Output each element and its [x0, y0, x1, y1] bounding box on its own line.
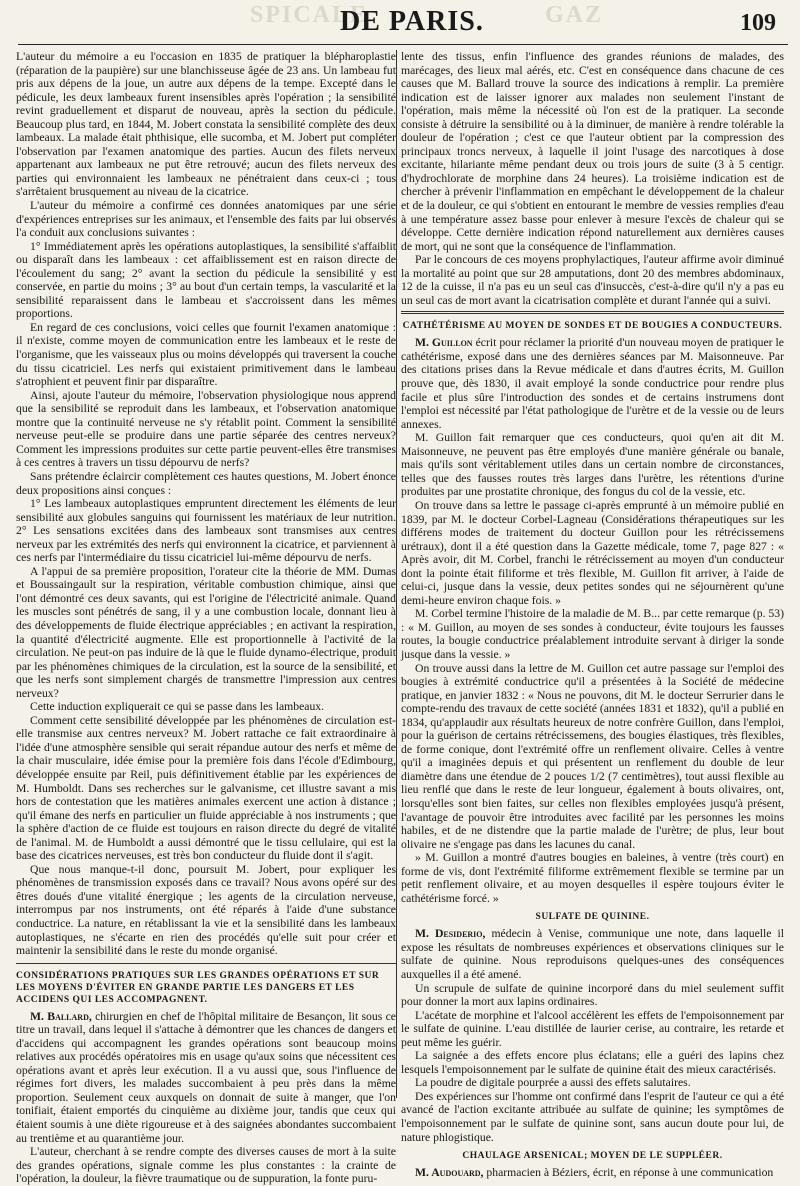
paragraph: Par le concours de ces moyens prophylactiques, l'auteur affirme avoir diminué la mortalité au point que sur 28 amputations, dont 20 des membres abdominaux, 12 de la cuisse, il n'a pas eu un seul cas d'insuccès, c'est-à-dire qu'il n'y a pas eu un seul cas de mort avant la cicatrisation complète et durant l'année qui a suivi. — [401, 253, 784, 307]
paragraph — [401, 927, 784, 981]
paragraph: 1° Immédiatement après les opérations autoplastiques, la sensibilité s'affaiblit ou disparaît dans les lambeaux : cet affaiblissement est en raison directe de l'écoulement du sang; 2° avant la section du pédicule la sensibilité y est conservée, en partie du moins ; 3° au bout d'un certain temps, la vascularité et la sensibilité reparaissent dans le lambeau et s'accroissent dans les mêmes proportions. — [16, 239, 396, 321]
paragraph — [401, 336, 784, 431]
paragraph: Cette induction expliquerait ce qui se passe dans les lambeaux. — [30, 700, 325, 714]
paragraph: On trouve dans sa lettre le passage ci-après emprunté à un mémoire publié en 1839, par M. le docteur Corbel-Lagneau (Considérations thérapeutiques sur les différens modes de traitement du docteur Guillon pour les rétrécissemens urétraux), dont il a été question dans la Gazette médicale, tome 7, page 827 : « Après avoir, dit M. Corbel, franchi le rétrécissement au moyen d'un conducteur dont la pointe était filiforme et très flexible, M. Guillon fit arriver, à l'aide de celui-ci, jusque dans la vessie, deux petites sondes qui ne séjournèrent qu'une demi-heure environ chaque fois. » — [401, 498, 784, 607]
left-column — [16, 50, 396, 1186]
section-rule — [401, 311, 784, 314]
paragraph: Un scrupule de sulfate de quinine incorporé dans du miel seulement suffit pour donner la mort aux lapins ordinaires. — [401, 981, 784, 1009]
paragraph: Que nous manque-t-il donc, poursuit M. Jobert, pour expliquer les phénomènes de transmission exposés dans ce travail? Nous avons opéré sur des êtres doués d'une vitalité énergique ; les agents de la circulation nerveuse, interrompus par nos instruments, ont été réparés à l'aide d'une substance conductrice. La nature, en rétablissant la vie et la sensibilité dans les lambeaux autoplastiques, ne s'écarte en rien des procédés qu'elle suit pour créer et maintenir la sensibilité dans le reste du monde organisé. — [16, 862, 396, 958]
author-name: M. Desiderio, — [415, 927, 486, 941]
paragraph: On trouve aussi dans la lettre de M. Guillon cet autre passage sur l'emploi des bougies à extrémité conductrice qu'il a présentées à la Société de médecine pratique, en janvier 1832 : « Nous ne pouvons, dit M. le docteur Serrurier dans le compte-rendu des travaux de cette société (années 1831 et 1832), qu'il a publié en 1834, qu'applaudir aux résultats heureux de notre confrère Guillon, dans l'emploi, pour la guérison de certains rétrécissemens, des bougies élastiques, très flexibles, de forme conique, dont l'extrémité offre un renflement olivaire. Celles à ventre qu'il a imaginées depuis et qui présentent un renflement du double de leur diamètre dans une étendue de 2 pouces 1/2 (7 centimètres), tout aussi flexible au lieu renflé que dans le reste de leur longueur, également à bouts olivaires, ont, lorsqu'elles sont bien faites, sur celles non flexibles employées jusqu'à présent, l'avantage de pouvoir être introduites avec facilité par les personnes les moins habiles, et de ne distendre que la partie malade de l'urètre; de plus, leur bout olivaire ne s'engage pas dans les lacunes du canal. — [401, 661, 784, 851]
bleed-through-text-right: GAZ — [545, 2, 604, 28]
author-name: M. Ballard, — [30, 1009, 92, 1023]
paragraph-text: écrit pour réclamer la priorité d'un nouveau moyen de pratiquer le cathétérisme, exposé dans une des dernières séances par M. Maisonneuve. Par des citations prises dans la Revue médicale et dans d'autres écrits, M. Guillon prouve que, dès 1830, il avait employé la sonde conductrice pour rendre plus facile et plus sûre l'introduction des sondes et de certains instrumens dont l'emploi est nécessité par l'état pathologique de l'urètre et de la vessie ou de leurs annexes. — [401, 336, 784, 431]
page-number: 109 — [740, 10, 776, 36]
paragraph: L'acétate de morphine et l'alcool accélèrent les effets de l'empoisonnement par le sulfate de quinine. L'eau distillée de laurier cerise, au contraire, les retarde et peut même les guérir. — [401, 1008, 784, 1049]
paragraph: A l'appui de sa première proposition, l'orateur cite la théorie de MM. Dumas et Boussaingault sur la respiration, véritable combustion chimique, ainsi que l'ont démontré ces deux savants, qui est l'origine de l'électricité animale. Quand les muscles sont pénétrés de sang, il y a une combustion locale, donnant lieu à des développements de fluide électrique appréciables ; en activant la respiration, la quantité d'électricité augmente. Elle est proportionnelle à l'activité de la circulation. Ne peut-on pas induire de là que le fluide dynamo-électrique, produit par les phénomènes chimiques de la circulation, est la source de la sensibilité, et que les nerfs sont simplement chargés de transmettre l'impression aux centres nerveux? — [16, 564, 396, 700]
column-divider — [396, 50, 397, 1098]
author-name: M. Audouard, — [415, 1166, 484, 1180]
paragraph: L'auteur du mémoire a eu l'occasion en 1835 de pratiquer la blépharoplastie (réparation de la paupière) sur une blanchisseuse âgée de 23 ans. Un lambeau fut pris aux dépens de la joue, un autre aux dépens de la tempe. Excepté dans le pédicule, les deux lambeaux furent insensibles après l'opération ; la sensibilité revint graduellement et disparut de nouveau, après la section du pédicule. Beaucoup plus tard, en 1844, M. Jobert constata la sensibilité complète des deux lambeaux. La malade était phthisique, elle sucomba, et M. Jobert put compléter l'observation par l'examen anatomique des parties. Aucun des filets nerveux appartenant aux lambeaux ne put être retrouvé; aucun des filets nerveux des parties qui environnaient les lambeaux ne pénétraient dans ceux-ci ; tous s'arrêtaient brusquement au niveau de la cicatrice. — [16, 50, 396, 199]
section-heading: CONSIDÉRATIONS PRATIQUES SUR LES GRANDES OPÉRATIONS ET SUR LES MOYENS D'ÉVITER EN GRANDE PARTIE LES DANGERS ET LES ACCIDENS QUI LES ACCOMPAGNENT. — [16, 970, 380, 1005]
paragraph: M. Guillon fait remarquer que ces conducteurs, quoi qu'en ait dit M. Maisonneuve, ne peuvent pas être employés d'une manière générale ou banale, mais qu'ils sont véritablement utiles dans un certain nombre de circonstances, telles que des fausses routes très larges dans l'urètre, les rétentions d'urine produites par une prostatite chronique, des fongus du col de la vessie, etc. — [401, 431, 784, 499]
section-heading: CHAULAGE ARSENICAL; MOYEN DE LE SUPPLÉER. — [462, 1151, 723, 1162]
paragraph: La poudre de digitale pourprée a aussi des effets salutaires. — [415, 1076, 691, 1090]
paragraph: lente des tissus, enfin l'influence des grandes réunions de malades, des marécages, des lieux mal aérés, etc. C'est en conséquence dans chacune de ces causes que M. Ballard trouve la source des indications à remplir. La première indication est de laisser ignorer aux malades non seulement l'instant de l'opération, mais même la nécessité où l'on est de la pratiquer. La seconde consiste à détruire la sensibilité ou à la diminuer, de manière à rendre tolérable la douleur de l'opération ; c'est ce que l'auteur obtient par la compression des principaux troncs nerveux, à laquelle il joint l'usage des narcotiques à dose excitante, hilariante même pendant deux ou trois jours de suite (3 à 5 centigr. d'hydrochlorate de morphine dans 24 heures). La troisième indication est de chercher à prévenir l'inflammation en empêchant le développement de la chaleur et de la douleur, ce qui s'obtient en entourant le membre de vessies remplies d'eau à une température assez basse pour enlever à mesure l'excès de chaleur qui se développe. Cette dernière indication répond naturellement aux dernières causes de mort, qui ne sont que la conséquence de l'inflammation. — [401, 50, 784, 253]
paragraph: Sans prétendre éclaircir complètement ces hautes questions, M. Jobert énonce deux propositions ainsi conçues : — [16, 469, 396, 497]
paragraph-text: pharmacien à Béziers, écrit, en réponse à une communication — [483, 1166, 774, 1180]
author-name: M. Guillon — [415, 336, 473, 350]
paragraph: Ainsi, ajoute l'auteur du mémoire, l'observation physiologique nous apprend que la sensibilité se reproduit dans les lambeaux, et l'observation anatomique montre que la continuité nerveuse ne s'y rétablit point. Comment la sensibilité nerveuse peut-elle se produire dans une partie séparée des centres nerveux? Comment les impressions produites sur cette partie peuvent-elles être transmises à ces centres à travers un tissu dépourvu de nerfs? — [16, 388, 396, 470]
paragraph: La saignée a des effets encore plus éclatans; elle a guéri des lapins chez lesquels l'empoisonnement par le sulfate de quinine était des mieux caractérisés. — [401, 1049, 784, 1076]
paragraph: 1° Les lambeaux autoplastiques empruntent directement les éléments de leur sensibilité aux globules sanguins qui fournissent les matériaux de leur nutrition. 2° Les sensations excitées dans des lambeaux sont transmises aux centres nerveux par les extrémités des nerfs qui environnent la cicatrice, et parviennent à ces nerfs par l'intermédiaire du tissu cicatriciel lui-même dépourvu de nerfs. — [16, 497, 396, 565]
paragraph — [401, 1166, 784, 1180]
paragraph: L'auteur, cherchant à se rendre compte des diverses causes de mort à la suite des grandes opérations, signale comme les plus constantes : la crainte de l'opération, la douleur, la fièvre traumatique ou de suppuration, la fonte puru- — [16, 1145, 396, 1186]
paragraph: L'auteur du mémoire a confirmé ces données anatomiques par une série d'expériences entreprises sur les animaux, et l'ensemble des faits par lui observés l'a conduit aux conclusions suivantes : — [16, 199, 396, 240]
paragraph: Comment cette sensibilité développée par les phénomènes de circulation est-elle transmise aux centres nerveux? M. Jobert rattache ce fait extraordinaire à l'idée d'une atmosphère sensible qui serait répandue autour des nerfs et même de la chair musculaire, idée émise pour la première fois dans l'école d'Edimbourg, développée ensuite par Reil, puis définitivement établie par les expériences de M. Humboldt. Dans ses recherches sur le galvanisme, cet illustre savant a mis hors de contestation que les matières animales exercent une action à distance ; qu'il émane des nerfs en particulier un fluide appréciable à nos instruments ; que la sphère d'action de ce fluide est toujours en raison directe du degré de vitalité de l'animal. M. de Humboldt a aussi démontré que le tissu cellulaire, qui est la base des cicatrices nerveuses, est très bon conducteur du fluide dont il s'agit. — [16, 713, 396, 863]
paragraph: » M. Guillon a montré d'autres bougies en baleines, à ventre (très court) en forme de vis, dont l'extrémité filiforme extrêmement flexible se termine par un petit renflement olivaire, et au moyen desquelles il espère toujours éviter le cathétérisme forcé. » — [401, 851, 784, 905]
right-column — [401, 50, 784, 1180]
paragraph — [16, 1010, 396, 1145]
running-title: DE PARIS. — [340, 6, 484, 37]
section-heading: SULFATE DE QUININE. — [535, 912, 650, 923]
paragraph: En regard de ces conclusions, voici celles que fournit l'examen anatomique : il n'existe, comme moyen de communication entre les lambeaux et le reste de l'organisme, que les vaisseaux plus ou moins développés qui traversent la couche du tissu cicatriciel. Les nerfs qui existaient primitivement dans le lambeau s'atrophient et peuvent finir par disparaître. — [16, 320, 396, 389]
bleed-through-text-left: SPICALE — [250, 2, 369, 28]
paragraph-text: médecin à Venise, communique une note, dans laquelle il expose les résultats de nombreuses expériences et observations cliniques sur le sulfate de quinine. Nous reproduisons quelques-unes des conséquences auxquelles il a été amené. — [401, 927, 784, 981]
paragraph: M. Corbel termine l'histoire de la maladie de M. B... par cette remarque (p. 53) : « M. Guillon, au moyen de ses sondes à conducteur, évite toujours les fausses routes, la bougie conductrice préalablement introduite servant à diriger la sonde jusque dans la vessie. » — [401, 607, 784, 661]
section-heading: CATHÉTÉRISME AU MOYEN DE SONDES ET DE BOUGIES A CONDUCTEURS. — [402, 321, 783, 332]
paragraph: Des expériences sur l'homme ont confirmé dans l'esprit de l'auteur ce qui a été avancé de l'action excitante attribuée au sulfate de quinine; les symptômes de l'empoisonnement par le sulfate de quinine sont, sans aucun doute pour lui, de nature phlogistique. — [401, 1089, 784, 1144]
section-rule — [16, 963, 396, 964]
header-rule — [18, 44, 788, 45]
paragraph-text: chirurgien en chef de l'hôpital militaire de Besançon, lit sous ce titre un travail, dans lequel il s'attache à démontrer que les chances de dangers et d'accidens qui accompagnent les grandes opérations sont beaucoup moins relatives aux procédés opératoires mis en usage qu'aux soins que nécessitent ces opérations avant et après leur exécution. Il a vu aussi que, sous l'influence de régimes fort divers, les malades succombaient à peu près dans la même proportion. Seulement ceux auxquels on donnait de suite à manger, que l'on tonifiait, étaient emportés du cinquième au dixième jour, tandis que ceux qui étaient soumis à une diète rigoureuse et à des saignées abondantes succombaient au trentième et au quarantième jour. — [16, 1009, 396, 1145]
